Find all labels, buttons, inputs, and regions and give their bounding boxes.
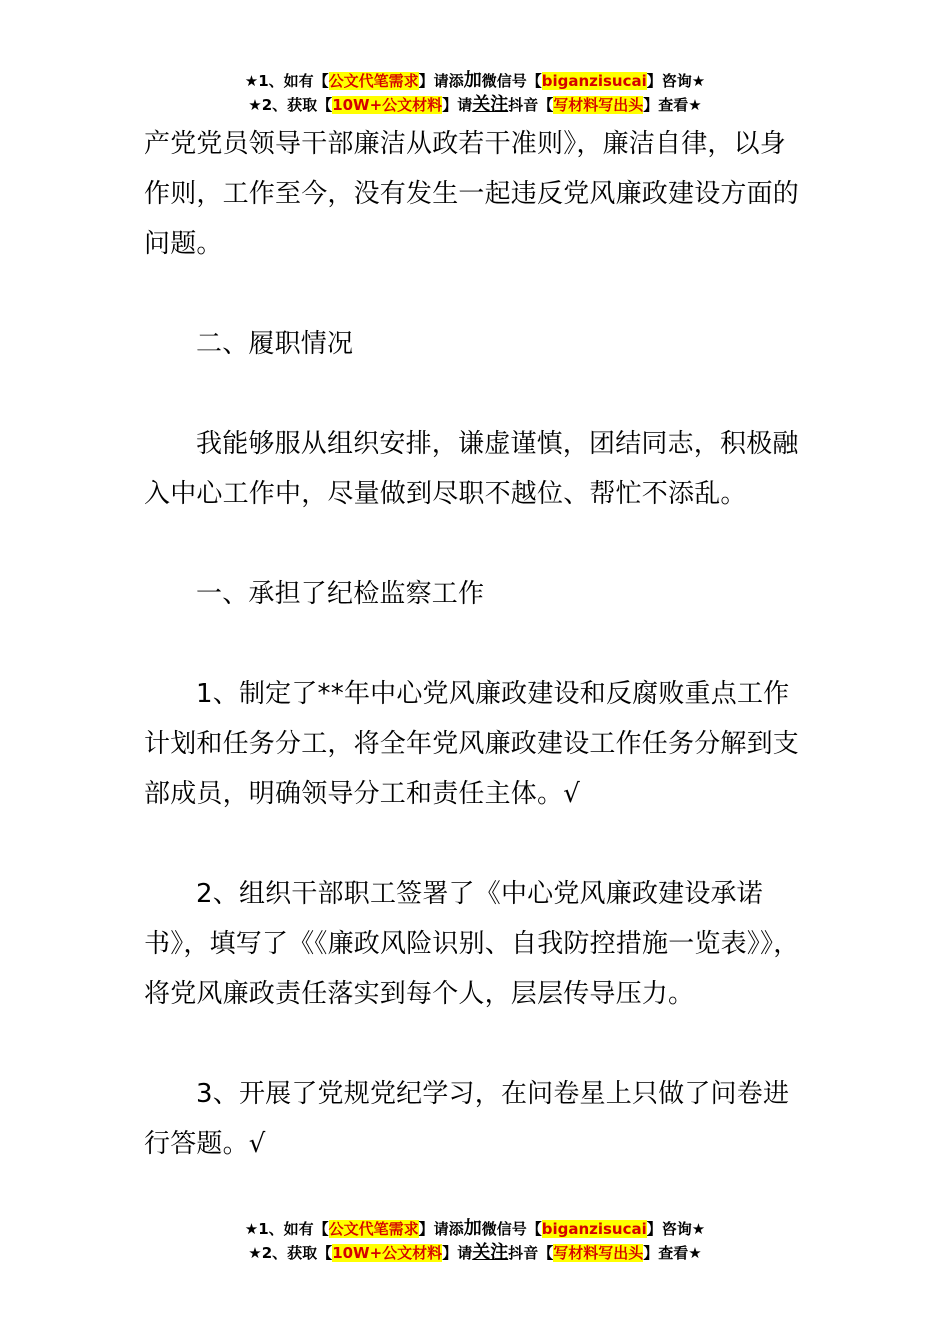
list-item: 2、组织干部职工签署了《中心党风廉政建设承诺书》，填写了《《廉政风险识别、自我防控措施一览表》》，将党风廉政责任落实到每个人，层层传导压力。 <box>144 879 800 1009</box>
header-text: ★1、如有【 <box>244 72 329 90</box>
footer-highlight: 公文代笔需求 <box>328 1220 419 1238</box>
document-body <box>144 119 808 1169</box>
header-highlight: 10W+公文材料 <box>332 96 443 114</box>
wechat-id-highlight: biganzisucai <box>541 72 647 90</box>
footer-text: ★2、获取【 <box>248 1244 333 1262</box>
footer-banner <box>0 1217 950 1265</box>
footer-text: 关注 <box>472 1242 509 1263</box>
footer-text: 】查看★ <box>643 1244 702 1262</box>
section-heading: 一、承担了纪检监察工作 <box>196 579 485 609</box>
header-text: 】查看★ <box>643 96 702 114</box>
header-banner <box>0 69 950 117</box>
section-heading: 二、履职情况 <box>196 329 354 359</box>
header-text: 】请 <box>442 96 473 114</box>
list-item: 3、开展了党规党纪学习，在问卷星上只做了问卷进行答题。√ <box>144 1079 790 1159</box>
footer-text: 微信号【 <box>481 1220 542 1238</box>
footer-text: 】请添 <box>418 1220 464 1238</box>
header-text: 关注 <box>472 94 509 115</box>
footer-text: ★1、如有【 <box>244 1220 329 1238</box>
list-item: 1、制定了**年中心党风廉政建设和反腐败重点工作计划和任务分工，将全年党风廉政建设工作任务分解到支部成员，明确领导分工和责任主体。√ <box>144 679 800 809</box>
footer-line-1 <box>0 1217 950 1241</box>
header-line-1 <box>0 69 950 93</box>
header-text: 】咨询★ <box>646 72 706 90</box>
footer-highlight: 10W+公文材料 <box>332 1244 443 1262</box>
paragraph: 我能够服从组织安排，谦虚谨慎，团结同志，积极融入中心工作中，尽量做到尽职不越位、帮忙不添乱。 <box>144 429 799 509</box>
wechat-id-highlight: biganzisucai <box>541 1220 647 1238</box>
header-text: ★2、获取【 <box>248 96 333 114</box>
header-text: 抖音【 <box>508 96 554 114</box>
footer-line-2 <box>0 1241 950 1265</box>
douyin-highlight: 写材料写出头 <box>553 96 644 114</box>
header-text: 】请添 <box>418 72 464 90</box>
header-text: 加 <box>463 70 482 91</box>
header-text: 微信号【 <box>481 72 542 90</box>
paragraph: 产党党员领导干部廉洁从政若干准则》，廉洁自律，以身作则，工作至今，没有发生一起违反党风廉政建设方面的问题。 <box>144 129 800 259</box>
header-line-2 <box>0 93 950 117</box>
header-highlight: 公文代笔需求 <box>328 72 419 90</box>
footer-text: 加 <box>463 1218 482 1239</box>
footer-text: 】请 <box>442 1244 473 1262</box>
douyin-highlight: 写材料写出头 <box>553 1244 644 1262</box>
footer-text: 】咨询★ <box>646 1220 706 1238</box>
footer-text: 抖音【 <box>508 1244 554 1262</box>
